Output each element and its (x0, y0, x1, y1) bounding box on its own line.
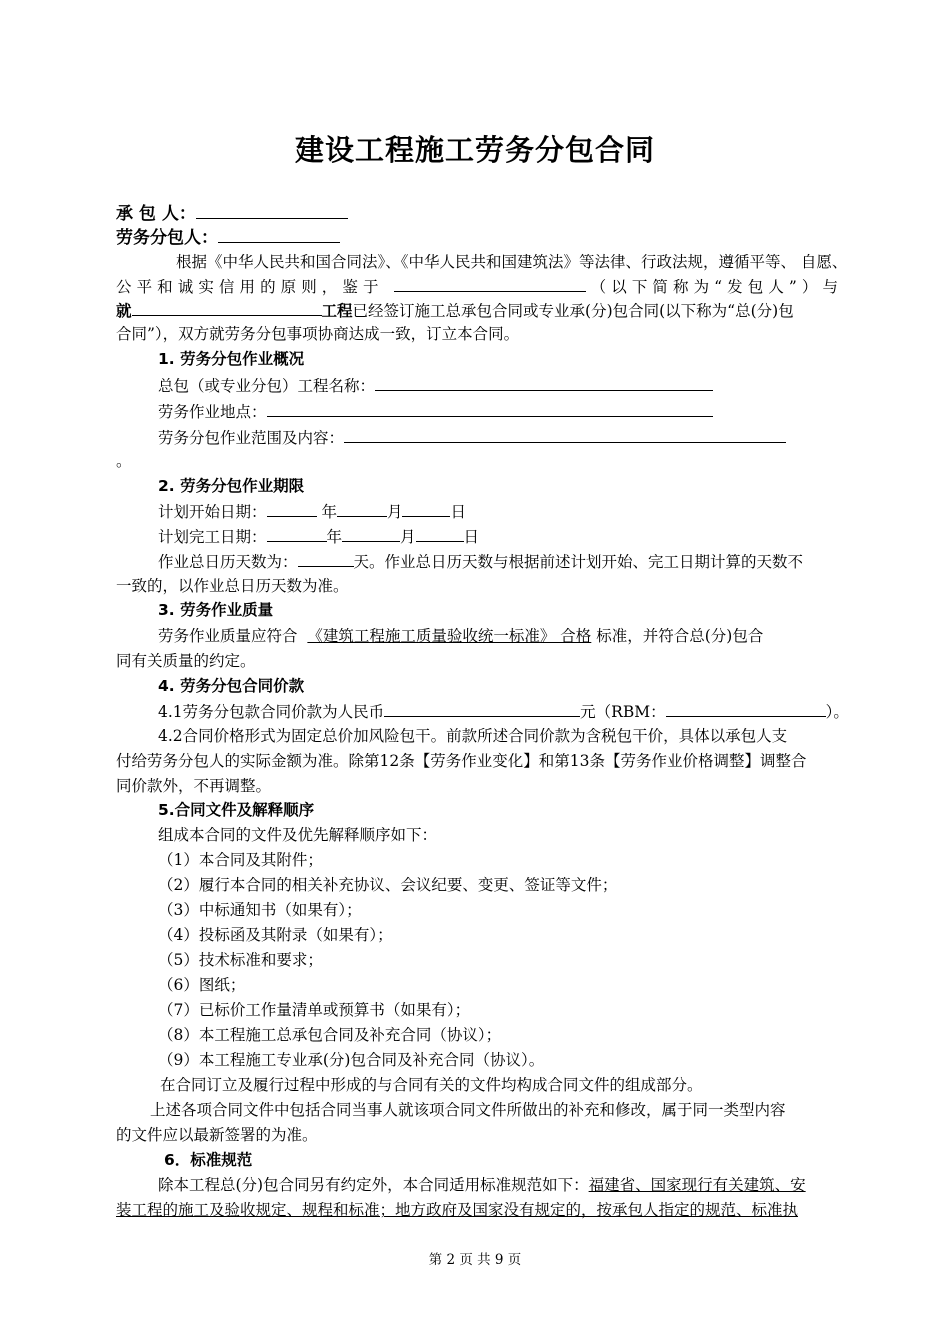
list-item: （5）技术标准和要求； (158, 951, 323, 969)
location-blank[interactable] (267, 399, 713, 417)
section-1-heading: 1. 劳务分包作业概况 (158, 350, 305, 368)
list-item: （9）本工程施工专业承(分)包合同及补充合同（协议）。 (158, 1051, 545, 1069)
total-days-blank[interactable] (298, 549, 354, 567)
subcontractor-blank[interactable] (218, 225, 340, 243)
location-line: 劳务作业地点： (158, 399, 713, 424)
project-name-line: 总包（或专业分包）工程名称： (158, 373, 713, 398)
list-item: （4）投标函及其附录（如果有）； (158, 926, 393, 944)
page-footer: 第 2 页 共 9 页 (428, 1252, 522, 1268)
contractor-blank[interactable] (196, 201, 348, 219)
section-6-heading: 6．标准规范 (164, 1151, 253, 1169)
start-day-blank[interactable] (402, 499, 450, 517)
finish-month-blank[interactable] (342, 524, 400, 542)
section-5-heading: 5.合同文件及解释顺序 (158, 801, 315, 819)
project-blank[interactable] (132, 298, 322, 316)
standards-line-1: 除本工程总(分)包合同另有约定外，本合同适用标准规范如下：福建省、国家现行有关建筑、安 (158, 1176, 806, 1194)
project-name-blank[interactable] (375, 373, 713, 391)
quality-standard: 《建筑工程施工质量验收统一标准》 合格 (307, 627, 592, 645)
documents-note: 在合同订立及履行过程中形成的与合同有关的文件均构成合同文件的组成部分。 (160, 1076, 703, 1094)
documents-line-2: 的文件应以最新签署的为准。 (116, 1126, 318, 1144)
list-item: （1）本合同及其附件； (158, 851, 323, 869)
total-days-line-2: 一致的，以作业总日历天数为准。 (116, 577, 349, 595)
list-item: （8）本工程施工总承包合同及补充合同（协议）； (158, 1026, 502, 1044)
section-3-heading: 3. 劳务作业质量 (158, 601, 274, 619)
scope-period: 。 (116, 452, 132, 470)
price-line-1: 4.1劳务分包款合同价款为人民币 元（RBM： ）。 (158, 699, 849, 724)
start-month-blank[interactable] (337, 499, 387, 517)
list-item: （2）履行本合同的相关补充协议、会议纪要、变更、签证等文件； (158, 876, 618, 894)
finish-date-line: 计划完工日期： 年 月 日 (158, 524, 479, 549)
subcontractor-line (116, 225, 340, 250)
quality-line-2: 同有关质量的约定。 (116, 652, 256, 670)
intro-line-2: 公平和诚实信用的原则，鉴于 （以下简称为“发包人”）与 (116, 274, 838, 299)
quality-line-1: 劳务作业质量应符合 《建筑工程施工质量验收统一标准》 合格 标准，并符合总(分)包合 (158, 627, 764, 645)
price-rbm-blank[interactable] (666, 699, 826, 717)
intro-line-1: 根据《中华人民共和国合同法》、《中华人民共和国建筑法》等法律、行政法规，遵循平等、 自愿、 (176, 253, 848, 271)
contractor-label: 承 包 人： (116, 204, 196, 224)
document-title: 建设工程施工劳务分包合同 (294, 133, 655, 167)
standards-underlined: 福建省、国家现行有关建筑、安 (588, 1176, 806, 1194)
price-line-3: 付给劳务分包人的实际金额为准。除第12条【劳务作业变化】和第13条【劳务作业价格调整】调整合 (116, 752, 807, 770)
price-line-2: 4.2合同价格形式为固定总价加风险包干。前款所述合同价款为含税包干价，具体以承包人支 (158, 727, 788, 745)
price-rmb-blank[interactable] (384, 699, 580, 717)
subcontractor-label: 劳务分包人： (116, 228, 218, 248)
documents-intro: 组成本合同的文件及优先解释顺序如下： (158, 826, 438, 844)
intro-line-4: 合同”），双方就劳务分包事项协商达成一致，订立本合同。 (116, 325, 520, 343)
start-date-line: 计划开始日期： 年 月 日 (158, 499, 466, 524)
list-item: （7）已标价工作量清单或预算书（如果有）； (158, 1001, 471, 1019)
finish-year-blank[interactable] (267, 524, 327, 542)
section-2-heading: 2. 劳务分包作业期限 (158, 477, 305, 495)
price-line-4: 同价款外，不再调整。 (116, 777, 272, 795)
scope-line: 劳务分包作业范围及内容： (158, 425, 786, 450)
contractor-line (116, 201, 348, 226)
standards-line-2: 装工程的施工及验收规定、规程和标准；地方政府及国家没有规定的，按承包人指定的规范、标准执 (116, 1201, 799, 1219)
scope-blank[interactable] (344, 425, 786, 443)
employer-blank[interactable] (394, 274, 586, 292)
intro-line-3: 就 工程已经签订施工总承包合同或专业承(分)包合同(以下称为“总(分)包 (116, 298, 794, 323)
finish-day-blank[interactable] (416, 524, 464, 542)
section-4-heading: 4. 劳务分包合同价款 (158, 677, 305, 695)
total-days-line: 作业总日历天数为： 天。作业总日历天数与根据前述计划开始、完工日期计算的天数不 (158, 549, 803, 574)
start-year-blank[interactable] (267, 499, 317, 517)
list-item: （3）中标通知书（如果有）； (158, 901, 362, 919)
documents-line-1: 上述各项合同文件中包括合同当事人就该项合同文件所做出的补充和修改，属于同一类型内容 (150, 1101, 786, 1119)
list-item: （6）图纸； (158, 976, 246, 994)
